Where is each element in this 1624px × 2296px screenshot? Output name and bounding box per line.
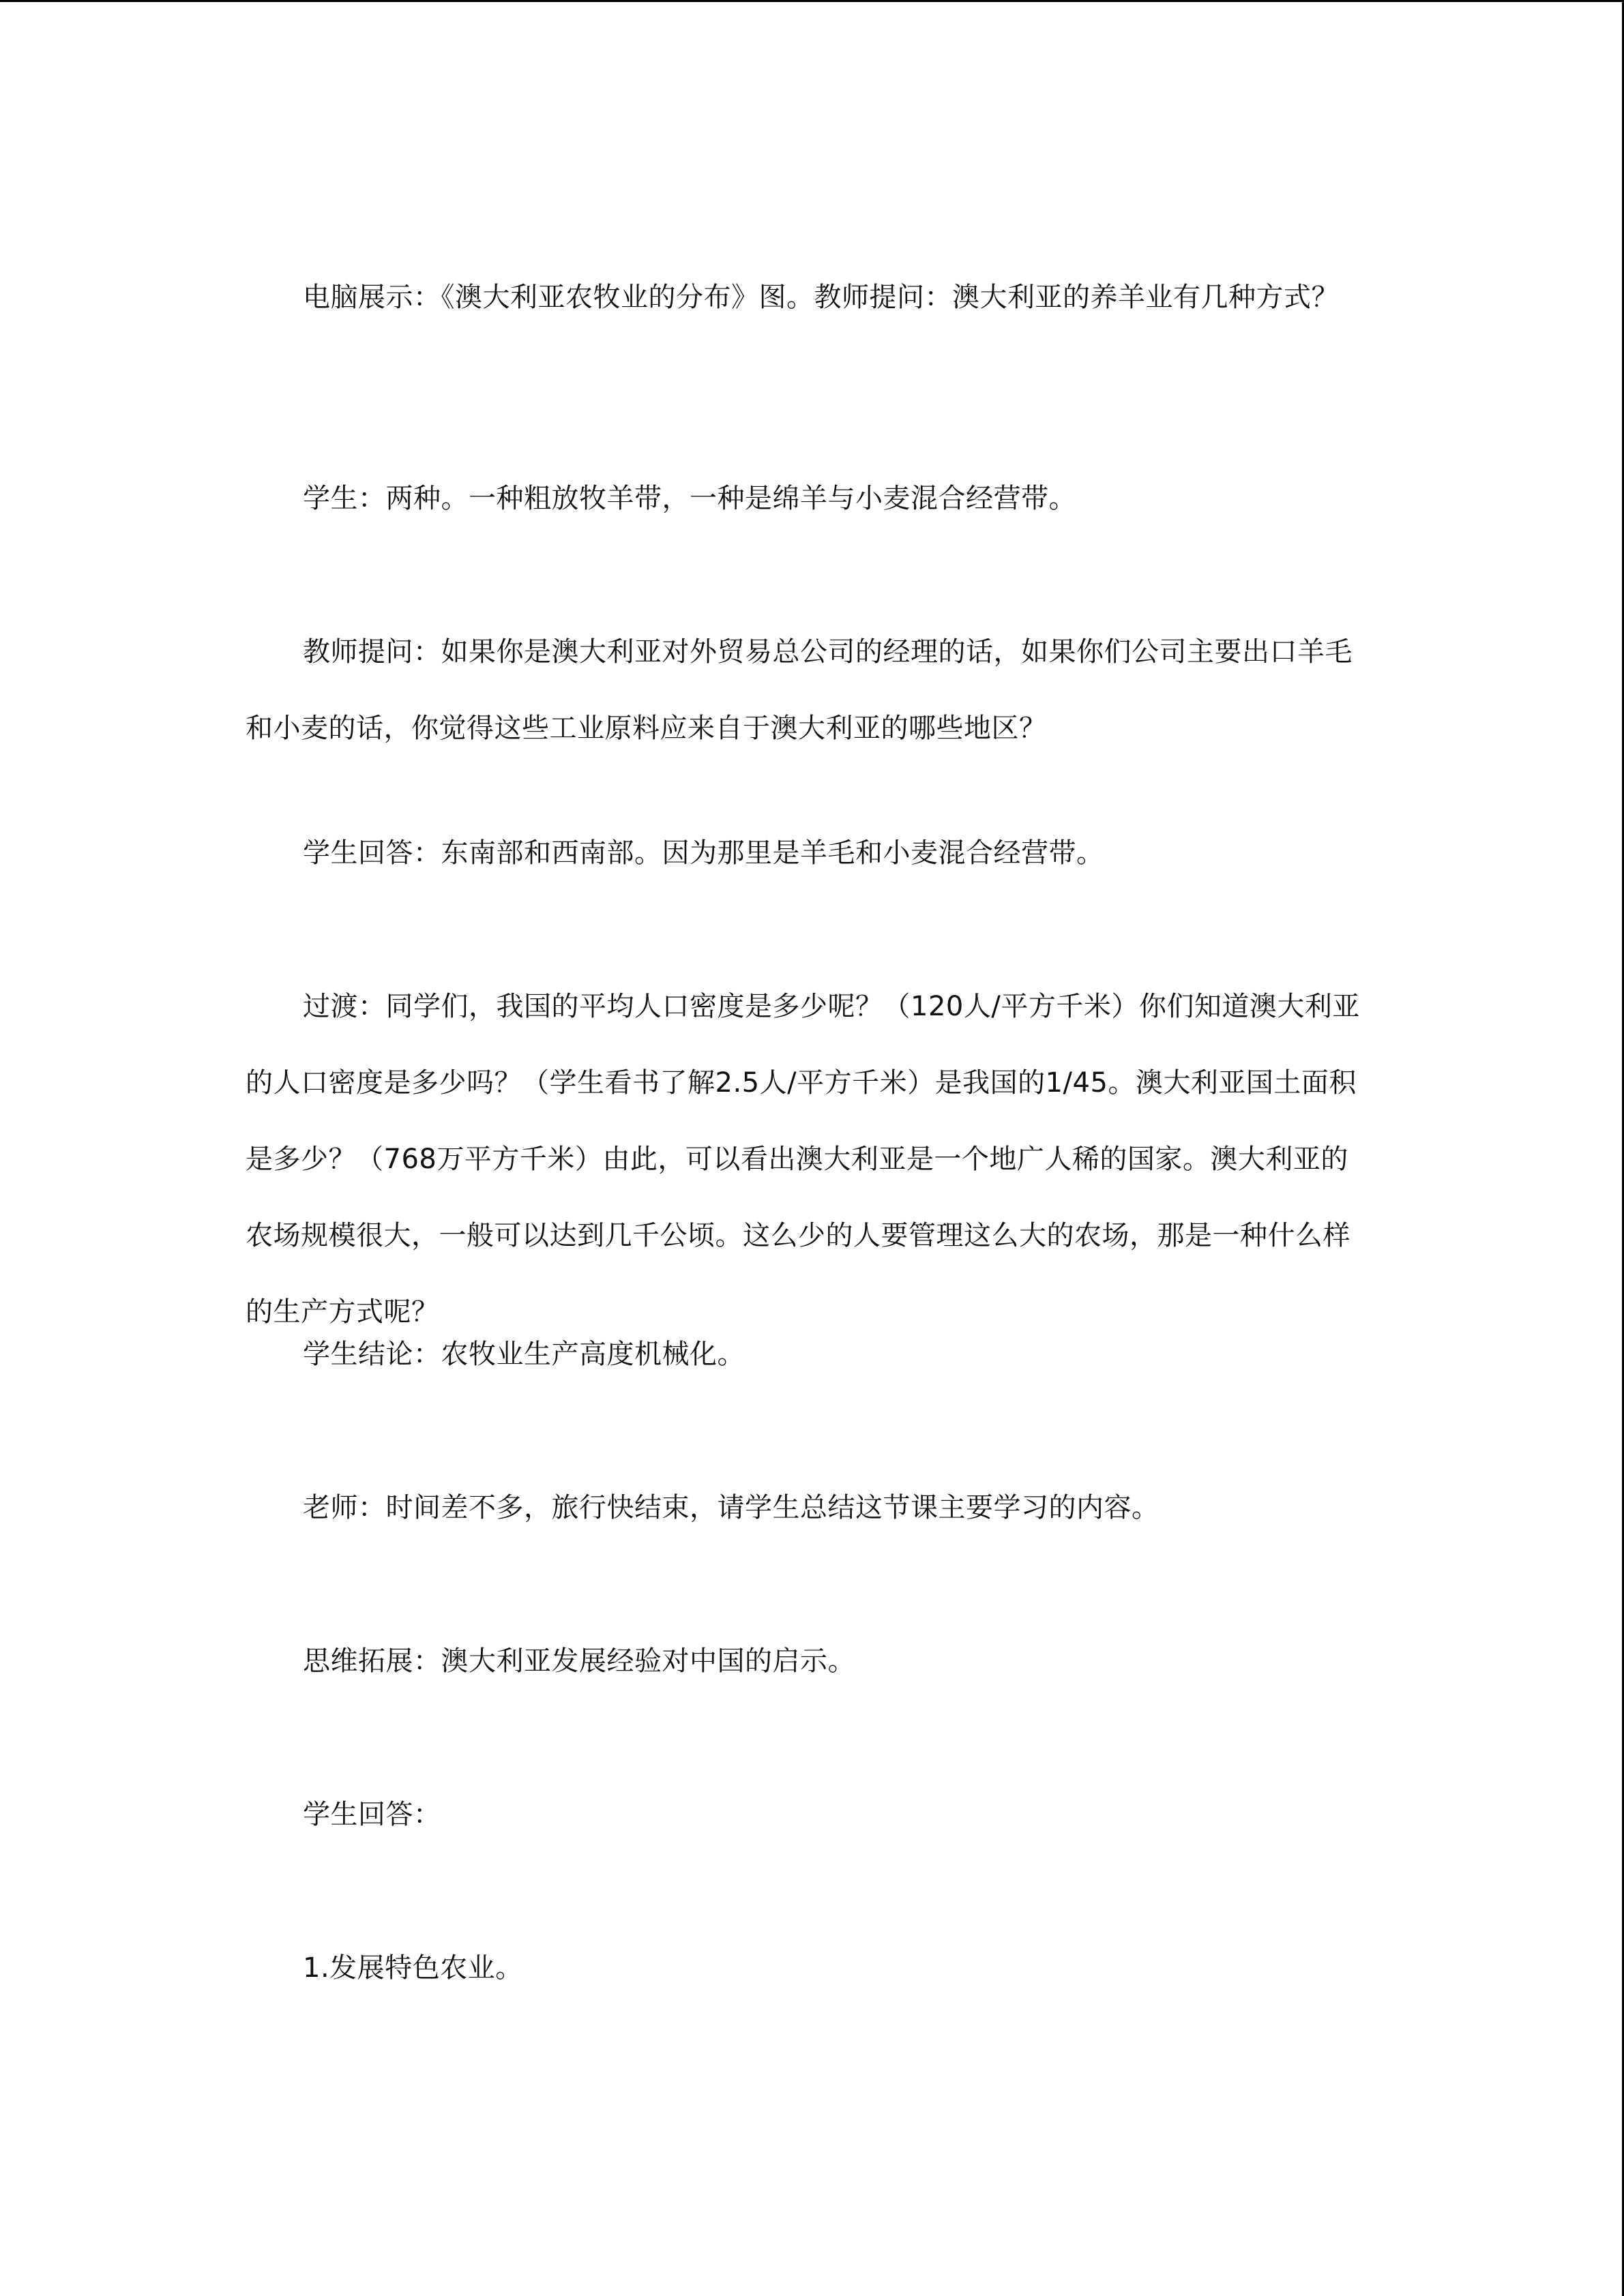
paragraph-student-answer-label: 学生回答： <box>303 1799 441 1830</box>
paragraph-teacher-summary: 老师：时间差不多，旅行快结束，请学生总结这节课主要学习的内容。 <box>303 1492 1160 1523</box>
paragraph-thinking-extension: 思维拓展：澳大利亚发展经验对中国的启示。 <box>303 1645 855 1677</box>
paragraph-teacher-display: 电脑展示：《澳大利亚农牧业的分布》图。教师提问：澳大利亚的养羊业有几种方式？ <box>303 282 1339 313</box>
page-top-border <box>0 0 1624 2</box>
paragraph-student-conclusion: 学生结论：农牧业生产高度机械化。 <box>303 1339 745 1370</box>
paragraph-student-answer-regions: 学生回答：东南部和西南部。因为那里是羊毛和小麦混合经营带。 <box>303 837 1104 869</box>
paragraph-student-answer-two-types: 学生：两种。一种粗放牧羊带，一种是绵羊与小麦混合经营带。 <box>303 483 1076 514</box>
paragraph-list-item-1: 1.发展特色农业。 <box>303 1952 523 1984</box>
paragraph-transition-population: 过渡：同学们，我国的平均人口密度是多少呢？（120人/平方千米）你们知道澳大利亚的人口密度是多少吗？（学生看书了解2.5人/平方千米）是我国的1/45。澳大利亚国土面积是多少？（768万平方千米）由此，可以看出澳大利亚是一个地广人稀的国家。澳大利亚的农场规模很大，一般可以达到几千公顷。这么少的人要管理这么大的农场，那是一种什么样的生产方式呢？ <box>246 991 1360 1328</box>
paragraph-teacher-question-export: 教师提问：如果你是澳大利亚对外贸易总公司的经理的话，如果你们公司主要出口羊毛和小麦的话，你觉得这些工业原料应来自于澳大利亚的哪些地区？ <box>246 636 1353 744</box>
